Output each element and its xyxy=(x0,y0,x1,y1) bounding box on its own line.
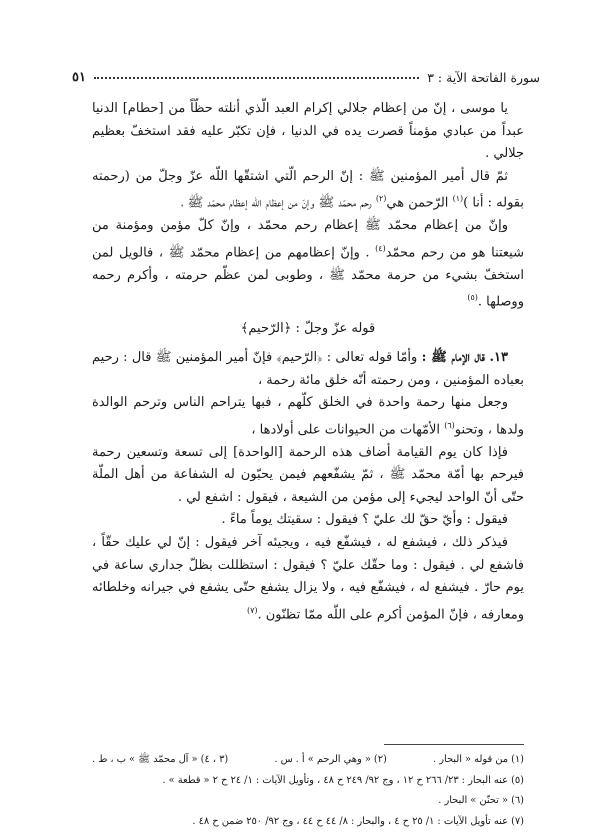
footnote-ref: (٤) xyxy=(375,244,386,253)
footnote-1: (١) من قوله « البحار . xyxy=(433,750,524,771)
paragraph-8 xyxy=(92,532,524,627)
paragraph-5 xyxy=(92,392,524,442)
paragraph-2-mid: الرّحمن هي xyxy=(386,196,452,211)
footnote-ref: (٦) xyxy=(444,421,455,430)
footnote-row-1 xyxy=(92,750,524,771)
footnote-ref: (٢) xyxy=(376,194,387,203)
paragraph-3-text: وإنّ من إعظام محمّد ﷺ إعظام رحم محمّد ، وإنّ كلّ مؤمن ومؤمنة من شيعتنا هو من رحم محمّد xyxy=(92,218,524,260)
running-title: سورة الفاتحة الآية : ٣ xyxy=(427,70,540,85)
header-dotted-rule xyxy=(94,71,419,79)
footnote-2: (٢) « وهي الرحم » أ . س . xyxy=(274,750,386,771)
paragraph-2-text: ثمّ قال أمير المؤمنين ﷺ : إنّ الرحم الّتي اشتقّها اللّه عزّ وجلّ من (رحمته بقوله : أنا ) xyxy=(92,169,524,211)
narration-number: ١٣. قال الإمام ﷺ : xyxy=(422,350,508,365)
page-header xyxy=(72,66,540,88)
footnote-6: (٦) « تحنّن » البحار . xyxy=(92,791,524,812)
main-text xyxy=(92,98,524,627)
paragraph-5-text: وجعل منها رحمة واحدة في الخلق كلّهم ، فبها يتراحم الناس وترحم الوالدة ولدها ، وتحنو xyxy=(92,395,524,437)
paragraph-7: فيقول : وأيّ حقّ لك عليّ ؟ فيقول : سقيتك يوماً ماءً . xyxy=(92,509,524,532)
paragraph-1: يا موسى ، إنّ من إعظام جلالي إكرام العبد الّذي أنلته حظّاً من [حطام] الدنيا عبداً من عبادي مؤمناً قصرت يده في الدنيا ، فإن تكبّر عليه فقد استخفّ بعظيم جلالي . xyxy=(92,98,524,166)
paragraph-8-text: فيذكر ذلك ، فيشفع له ، فيشفّع فيه ، ويجيئه آخر فيقول : إنّ لي عليك حقّاً ، فاشفع لي . فيقول : وما حقّك عليّ ؟ فيقول : استظللت بظلّ جداري ساعة في يوم حارّ . فيشفع له ، فيشفّع فيه ، ولا يزال يشفع حتّى يشفع في جيرانه وخلطائه ومعارفه ، فإنّ المؤمن أكرم على اللّه ممّا تظنّون . xyxy=(92,535,524,622)
paragraph-4 xyxy=(92,347,524,392)
paragraph-3-end: . وإنّ إعظامهم من إعظام محمّد ﷺ ، فالويل لمن استخفّ بشيء من حرمة محمّد ﷺ ، وطوبى لمن عظّم حرمته ، وأكرم رحمه ووصلها . xyxy=(92,245,524,310)
paragraph-2 xyxy=(92,166,524,216)
footnote-ref: (٧) xyxy=(247,606,258,615)
footnote-7: (٧) عنه تأويل الآيات : ١/ ٢٥ ح ٤ ، والبحار : ٨/ ٤٤ ح ٤٤ ، وج ٩٢/ ٢٥٠ ضمن ح ٤٨ . xyxy=(92,812,524,832)
footnote-3-4: (٣ ، ٤) « آل محمّد ﷺ » ب ، ط . xyxy=(92,750,228,771)
page-number: ٥١ xyxy=(72,70,86,85)
paragraph-5-end: الأمّهات من الحيوانات على أولادها ، xyxy=(251,422,444,437)
paragraph-2-end: رحم محمّد ﷺ وإنّ من إعظام اللّه إعظام محمّد ﷺ ، xyxy=(181,196,376,211)
paragraph-3 xyxy=(92,215,524,314)
footnote-ref: (٥) xyxy=(467,293,478,302)
verse-heading: قوله عزّ وجلّ : ﴿الرّحيم﴾ xyxy=(92,318,524,341)
footnote-5: (٥) عنه البحار : ٢٣/ ٢٦٦ ح ١٢ ، وج ٩٢/ ٢٤٩ ح ٤٨ ، وتأويل الآيات : ١/ ٢٤ ح ٢ « قطعة » . xyxy=(92,771,524,792)
footnotes xyxy=(92,750,524,832)
footnote-separator xyxy=(384,744,524,745)
paragraph-4-text: وأمّا قوله تعالى : ﴿الرّحيم﴾ فإنّ أمير المؤمنين ﷺ قال : رحيم بعباده المؤمنين ، ومن رحمته أنّه خلق مائة رحمة ، xyxy=(92,350,524,388)
footnote-ref: (١) xyxy=(453,194,464,203)
paragraph-6: فإذا كان يوم القيامة أضاف هذه الرحمة [الواحدة] إلى تسعة وتسعين رحمة فيرحم بها أمّة محمّد ﷺ ، ثمّ يشفّعهم فيمن يحبّون له الشفاعة من أهل الملّة حتّى أنّ الواحد ليجيء إلى مؤمن من الشيعة ، فيقول : اشفع لي . xyxy=(92,442,524,510)
